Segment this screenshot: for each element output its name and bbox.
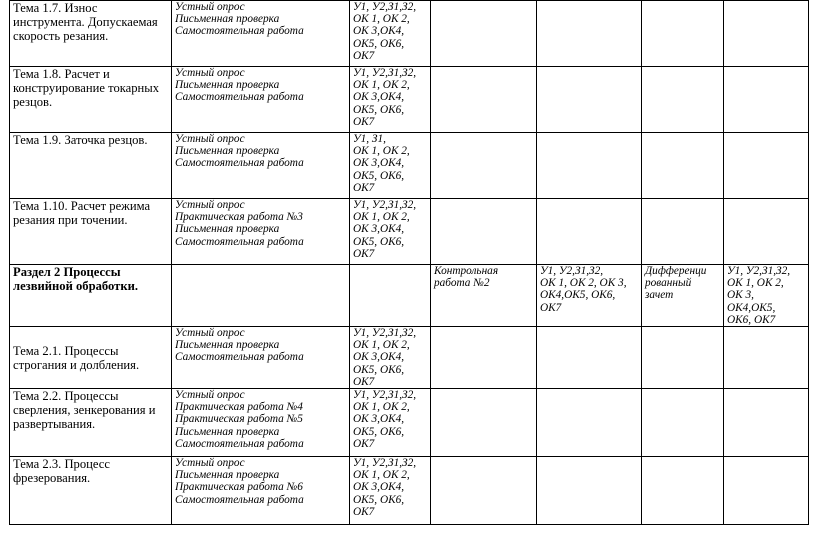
assessment-forms-cell [172, 133, 350, 199]
empty-cell [350, 265, 431, 327]
cell-line: Письменная проверка [175, 145, 280, 158]
competence-codes-cell [350, 67, 431, 133]
cell-line: ОК6, ОК7 [727, 313, 776, 326]
competence-codes-cell [350, 199, 431, 265]
cell-line: Практическая работа №5 [175, 413, 303, 426]
cell-line: Устный опрос [175, 327, 245, 340]
topic-text: Тема 1.7. Износ инструмента. Допускаемая скорость резания. [13, 1, 158, 43]
cell-line: Самостоятельная работа [175, 493, 304, 506]
competence-codes-cell [350, 389, 431, 457]
empty-cell [537, 199, 642, 265]
section-row [10, 265, 809, 327]
competence-codes-cell [350, 327, 431, 389]
cell-line: ОК 3,ОК4, [353, 25, 405, 38]
cell-line: работа №2 [434, 277, 490, 290]
cell-line: ОК5, ОК6, [353, 493, 405, 506]
empty-cell [431, 389, 537, 457]
cell-line: зачет [645, 289, 674, 302]
cell-line: Практическая работа №6 [175, 481, 303, 494]
cell-line: ОК5, ОК6, [353, 169, 405, 182]
assessment-forms-cell [172, 67, 350, 133]
cell-line: Устный опрос [175, 133, 245, 145]
topic-cell [10, 457, 172, 525]
table-row [10, 327, 809, 389]
cell-line: ОК5, ОК6, [353, 425, 405, 438]
cell-line: У1, У2,З1,З2, [353, 199, 417, 211]
cell-line: Устный опрос [175, 199, 245, 211]
cell-line: ОК 1, ОК 2, [353, 145, 410, 158]
cell-line: ОК7 [353, 505, 375, 518]
topic-text: Тема 1.9. Заточка резцов. [13, 133, 148, 147]
empty-cell [172, 265, 350, 327]
cell-line: У1, У2,З1,З2, [540, 265, 604, 277]
cell-line: У1, У2,З1,З2, [353, 1, 417, 13]
topic-cell [10, 133, 172, 199]
cell-line: Устный опрос [175, 1, 245, 13]
cell-line: ОК 3, ОК4,ОК5, [727, 289, 776, 314]
empty-cell [431, 327, 537, 389]
table-row [10, 389, 809, 457]
control-codes-cell [537, 265, 642, 327]
cell-line: рованный [645, 277, 692, 290]
topic-cell [10, 67, 172, 133]
empty-cell [642, 327, 724, 389]
empty-cell [724, 327, 809, 389]
assessment-forms-cell [172, 457, 350, 525]
topic-cell [10, 199, 172, 265]
table-row [10, 457, 809, 525]
cell-line: Устный опрос [175, 457, 245, 470]
empty-cell [642, 199, 724, 265]
cell-line: ОК 1, ОК 2, [727, 277, 784, 290]
empty-cell [642, 133, 724, 199]
section-title: Раздел 2 Процессы лезвийной обработки. [13, 265, 138, 293]
cell-line: Письменная проверка [175, 339, 280, 352]
cell-line: Самостоятельная работа [175, 91, 304, 104]
topic-text: Тема 2.2. Процессы сверления, зенкерования и развертывания. [13, 389, 156, 432]
competence-codes-cell [350, 133, 431, 199]
cell-line: ОК7 [353, 181, 375, 194]
final-form-cell [642, 265, 724, 327]
table-row [10, 1, 809, 67]
cell-line: ОК5, ОК6, [353, 235, 405, 248]
competence-codes-cell [350, 457, 431, 525]
cell-line: ОК 3,ОК4, [353, 481, 405, 494]
cell-line: Письменная проверка [175, 223, 280, 236]
competence-codes-cell [350, 1, 431, 67]
cell-line: Письменная проверка [175, 425, 280, 438]
cell-line: ОК 3,ОК4, [353, 413, 405, 426]
table-row [10, 133, 809, 199]
topic-text: Тема 2.1. Процессы строгания и долбления. [13, 343, 140, 372]
cell-line: ОК 1, ОК 2, [353, 339, 410, 352]
topic-text: Тема 1.8. Расчет и конструирование токарных резцов. [13, 67, 160, 109]
cell-line: ОК 1, ОК 2, ОК 3, [540, 277, 627, 290]
cell-line: ОК 3,ОК4, [353, 351, 405, 364]
cell-line: ОК7 [353, 375, 375, 388]
cell-line: ОК5, ОК6, [353, 103, 405, 116]
cell-line: Практическая работа №3 [175, 211, 303, 224]
cell-line: ОК5, ОК6, [353, 37, 405, 50]
empty-cell [537, 1, 642, 67]
cell-line: Письменная проверка [175, 469, 280, 482]
cell-line: У1, У2,З1,З2, [353, 327, 417, 340]
section-title-cell [10, 265, 172, 327]
empty-cell [724, 389, 809, 457]
assessment-forms-cell [172, 327, 350, 389]
cell-line: ОК5, ОК6, [353, 363, 405, 376]
cell-line: У1, У2,З1,З2, [353, 457, 417, 470]
cell-line: ОК4,ОК5, ОК6, [540, 289, 616, 302]
cell-line: ОК 1, ОК 2, [353, 79, 410, 92]
table-row [10, 67, 809, 133]
assessment-forms-cell [172, 389, 350, 457]
cell-line: У1, У2,З1,З2, [353, 67, 417, 79]
empty-cell [431, 1, 537, 67]
cell-line: У1, У2,З1,З2, [727, 265, 791, 277]
empty-cell [642, 67, 724, 133]
cell-line: Контрольная [434, 265, 499, 277]
cell-line: Самостоятельная работа [175, 351, 304, 364]
cell-line: Устный опрос [175, 67, 245, 79]
empty-cell [537, 67, 642, 133]
empty-cell [431, 457, 537, 525]
topic-cell [10, 389, 172, 457]
cell-line: ОК 3,ОК4, [353, 223, 405, 236]
cell-line: Самостоятельная работа [175, 157, 304, 170]
topic-text: Тема 1.10. Расчет режима резания при точении. [13, 199, 151, 227]
empty-cell [724, 67, 809, 133]
final-codes-cell [724, 265, 809, 327]
empty-cell [642, 1, 724, 67]
cell-line: Дифференци [645, 265, 707, 277]
empty-cell [724, 133, 809, 199]
cell-line: ОК 1, ОК 2, [353, 211, 410, 224]
cell-line: Письменная проверка [175, 13, 280, 26]
topic-text: Тема 2.3. Процесс фрезерования. [13, 457, 110, 486]
empty-cell [537, 327, 642, 389]
cell-line: У1, У2,З1,З2, [353, 389, 417, 402]
empty-cell [724, 457, 809, 525]
empty-cell [537, 133, 642, 199]
cell-line: Письменная проверка [175, 79, 280, 92]
cell-line: ОК7 [540, 301, 562, 314]
empty-cell [642, 457, 724, 525]
cell-line: ОК7 [353, 437, 375, 450]
topic-cell [10, 1, 172, 67]
empty-cell [431, 133, 537, 199]
cell-line: ОК 3,ОК4, [353, 157, 405, 170]
control-form-cell [431, 265, 537, 327]
assessment-table [9, 0, 809, 525]
cell-line: ОК 1, ОК 2, [353, 13, 410, 26]
table-row [10, 199, 809, 265]
assessment-forms-cell [172, 1, 350, 67]
cell-line: Самостоятельная работа [175, 235, 304, 248]
cell-line: ОК7 [353, 247, 375, 260]
empty-cell [431, 199, 537, 265]
empty-cell [537, 457, 642, 525]
topic-cell [10, 327, 172, 389]
empty-cell [724, 1, 809, 67]
cell-line: ОК7 [353, 115, 375, 128]
empty-cell [537, 389, 642, 457]
cell-line: Устный опрос [175, 389, 245, 402]
empty-cell [642, 389, 724, 457]
cell-line: ОК 1, ОК 2, [353, 401, 410, 414]
cell-line: У1, З1, [353, 133, 386, 145]
cell-line: Практическая работа №4 [175, 401, 303, 414]
cell-line: ОК 1, ОК 2, [353, 469, 410, 482]
assessment-forms-cell [172, 199, 350, 265]
cell-line: Самостоятельная работа [175, 437, 304, 450]
cell-line: Самостоятельная работа [175, 25, 304, 38]
cell-line: ОК 3,ОК4, [353, 91, 405, 104]
empty-cell [431, 67, 537, 133]
empty-cell [724, 199, 809, 265]
cell-line: ОК7 [353, 49, 375, 62]
